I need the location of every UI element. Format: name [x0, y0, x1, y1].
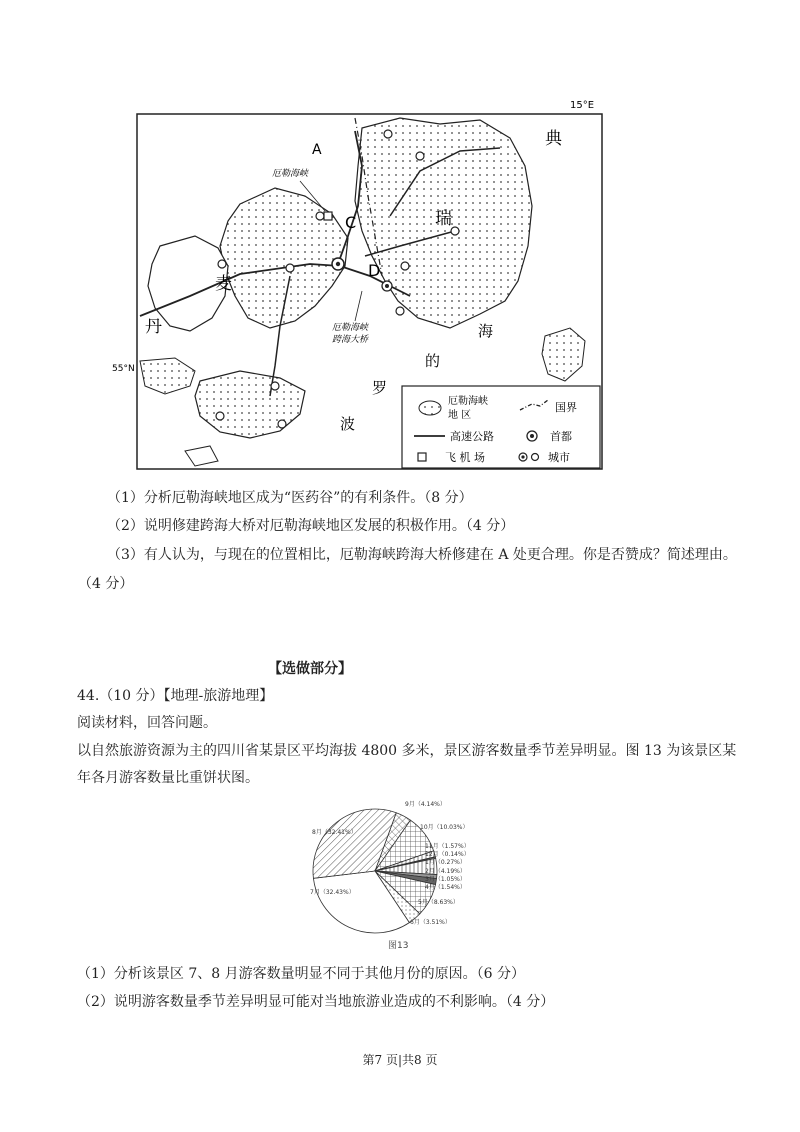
city-marker — [416, 152, 424, 160]
capital-dot — [336, 262, 340, 266]
pie-label-2月: 2月（4.19%） — [425, 868, 466, 875]
legend-airport: 飞 机 场 — [445, 451, 485, 464]
map-label-mai: 麦 — [215, 274, 232, 294]
pie-label-3月: 3月（1.05%） — [425, 876, 466, 883]
city-marker — [216, 412, 224, 420]
question-44-1: （1）分析该景区 7、8 月游客数量明显不同于其他月份的原因。（6 分） — [77, 966, 525, 982]
city-marker — [271, 382, 279, 390]
city-marker — [316, 212, 324, 220]
question-44-title: 44.（10 分）【地理-旅游地理】 — [77, 688, 274, 704]
question-44-instruction: 阅读材料，回答问题。 — [77, 715, 217, 731]
legend-border: 国界 — [555, 401, 577, 414]
map-label-dan: 丹 — [145, 317, 162, 337]
map-label-strait: 厄勒海峡 — [272, 169, 309, 179]
map-label-rui: 瑞 — [435, 209, 452, 229]
city-marker — [396, 307, 404, 315]
question-43-3-score: （4 分） — [78, 576, 134, 592]
map-label-A: A — [312, 142, 322, 158]
legend-city-minor — [532, 454, 539, 461]
pie-label-5月: 5月（8.63%） — [418, 899, 459, 906]
legend-region-swatch — [419, 401, 441, 415]
city-marker — [286, 264, 294, 272]
pie-label-7月: 7月（32.43%） — [310, 889, 355, 896]
question-43-1: （1）分析厄勒海峡地区成为“医药谷”的有利条件。（8 分） — [107, 490, 473, 506]
map-label-C: C — [345, 213, 357, 232]
map-longitude-label: 15°E — [570, 100, 595, 111]
page-footer: 第7 页|共8 页 — [362, 1053, 438, 1067]
legend-capital: 首都 — [550, 430, 572, 443]
map-label-hai: 海 — [478, 322, 494, 340]
legend-city: 城市 — [548, 451, 570, 464]
question-44-material-2: 年各月游客数量比重饼状图。 — [77, 770, 259, 786]
legend-frame — [402, 386, 600, 468]
pie-label-11月: 11月（1.57%） — [425, 843, 470, 850]
map-label-bridge-2: 跨海大桥 — [332, 335, 369, 345]
map-legend — [402, 386, 600, 468]
pie-label-1月: 1月（0.27%） — [425, 859, 466, 866]
city-marker — [401, 262, 409, 270]
city-marker — [218, 260, 226, 268]
pie-label-9月: 9月（4.14%） — [405, 801, 446, 808]
city-marker — [384, 130, 392, 138]
airport-marker — [324, 212, 332, 220]
city-dot — [385, 284, 389, 288]
legend-region-1: 厄勒海峡 — [448, 396, 488, 407]
pie-label-4月: 4月（1.54%） — [425, 884, 466, 891]
pie-slices — [313, 809, 437, 933]
legend-highway: 高速公路 — [450, 430, 494, 443]
question-43-2: （2）说明修建跨海大桥对厄勒海峡地区发展的积极作用。（4 分） — [107, 518, 515, 534]
legend-region-2: 地 区 — [448, 410, 472, 421]
pie-label-12月: 12月（0.14%） — [425, 851, 470, 858]
legend-capital-dot — [530, 434, 534, 438]
map-label-de: 的 — [425, 352, 441, 370]
pie-label-6月: 6月（3.51%） — [410, 919, 451, 926]
pie-label-10月: 10月（10.03%） — [420, 824, 469, 831]
map-label-bo: 波 — [340, 415, 356, 433]
question-44-material-1: 以自然旅游资源为主的四川省某景区平均海拔 4800 多米，景区游客数量季节差异明显。图 13 为该景区某 — [77, 743, 737, 759]
legend-city-dot — [521, 455, 524, 458]
pie-label-8月: 8月（32.41%） — [312, 829, 357, 836]
question-44-2: （2）说明游客数量季节差异明显可能对当地旅游业造成的不利影响。（4 分） — [77, 994, 555, 1010]
map-latitude-label: 55°N — [112, 364, 135, 374]
question-43-3: （3）有人认为，与现在的位置相比，厄勒海峡跨海大桥修建在 A 处更合理。你是否赞成？简述理由。 — [107, 547, 737, 563]
chart-title: 图13 — [388, 941, 409, 951]
map-label-bridge-1: 厄勒海峡 — [332, 323, 369, 333]
map-label-luo: 罗 — [372, 379, 388, 397]
map-label-D: D — [368, 261, 381, 280]
legend-airport-swatch — [418, 453, 426, 461]
pie-chart — [300, 796, 510, 956]
city-marker — [451, 227, 459, 235]
city-marker — [278, 420, 286, 428]
optional-section-header: 【选做部分】 — [268, 661, 352, 677]
map-label-dian: 典 — [545, 129, 562, 149]
map-figure — [100, 96, 620, 476]
